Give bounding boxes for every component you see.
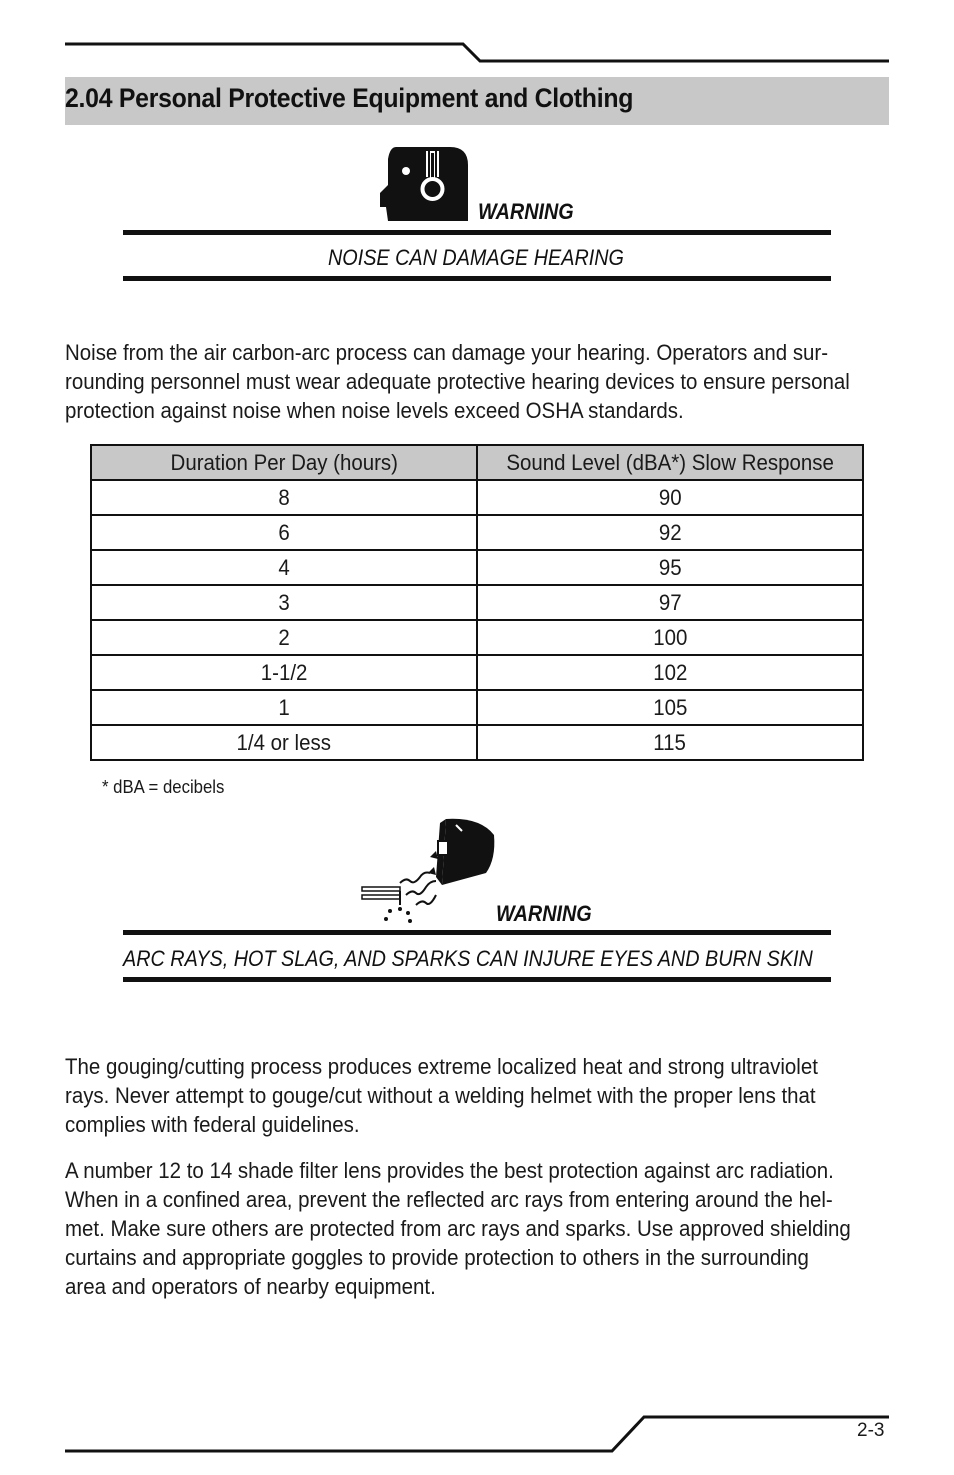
sound-level-cell: 92 [477,515,863,550]
duration-cell: 4 [91,550,477,585]
sound-level-cell: 97 [477,585,863,620]
hearing-protection-icon [378,145,472,223]
warning-label-arc: WARNING [496,901,592,926]
warning-divider-top [123,230,831,235]
paragraph-line: complies with federal guidelines. [65,1112,360,1137]
table-row [91,480,863,515]
sound-level-cell: 105 [477,690,863,725]
noise-paragraph [65,338,856,425]
section-title: 2.04 Personal Protective Equipment and Clothing [65,83,634,113]
duration-cell: 3 [91,585,477,620]
warning-divider-bottom [123,977,831,982]
page-number: 2-3 [857,1420,885,1441]
paragraph-line: protection against noise when noise levels exceed OSHA standards. [65,398,684,423]
table-row [91,620,863,655]
footer-rule [0,1400,954,1460]
warning-text-arc: ARC RAYS, HOT SLAG, AND SPARKS CAN INJURE EYES AND BURN SKIN [123,946,813,971]
column-header-duration: Duration Per Day (hours) [91,445,477,480]
table-row [91,550,863,585]
sound-level-cell: 100 [477,620,863,655]
paragraph-line: met. Make sure others are protected from arc rays and sparks. Use approved shielding [65,1216,851,1241]
duration-cell: 1/4 or less [91,725,477,760]
duration-cell: 1-1/2 [91,655,477,690]
duration-cell: 6 [91,515,477,550]
warning-text-noise: NOISE CAN DAMAGE HEARING [328,245,624,270]
paragraph-line: curtains and appropriate goggles to provide protection to others in the surrounding [65,1245,809,1270]
table-row [91,515,863,550]
table-row [91,725,863,760]
sound-level-cell: 102 [477,655,863,690]
duration-cell: 1 [91,690,477,725]
duration-cell: 8 [91,480,477,515]
duration-cell: 2 [91,620,477,655]
warning-label-noise: WARNING [478,199,574,224]
sound-level-cell: 95 [477,550,863,585]
noise-exposure-table [90,444,864,761]
paragraph-line: Noise from the air carbon-arc process can damage your hearing. Operators and sur- [65,340,829,365]
table-row [91,655,863,690]
paragraph-line: When in a confined area, prevent the reflected arc rays from entering around the hel- [65,1187,833,1212]
table-row [91,690,863,725]
section-header [65,77,889,125]
paragraph-line: rounding personnel must wear adequate protective hearing devices to ensure personal [65,369,850,394]
welding-helmet-arc-icon [360,815,500,925]
arc-paragraph-2 [65,1156,856,1301]
table-row [91,585,863,620]
paragraph-line: A number 12 to 14 shade filter lens provides the best protection against arc radiation. [65,1158,834,1183]
table-footnote: * dBA = decibels [102,777,225,797]
sound-level-cell: 90 [477,480,863,515]
table-header-row [91,445,863,480]
paragraph-line: area and operators of nearby equipment. [65,1274,436,1299]
paragraph-line: rays. Never attempt to gouge/cut without a welding helmet with the proper lens that [65,1083,816,1108]
warning-divider-top [123,930,831,935]
arc-paragraph-1 [65,1052,856,1139]
paragraph-line: The gouging/cutting process produces extreme localized heat and strong ultraviolet [65,1054,818,1079]
sound-level-cell: 115 [477,725,863,760]
header-rule [0,0,954,70]
column-header-sound-level: Sound Level (dBA*) Slow Response [477,445,863,480]
warning-divider-bottom [123,276,831,281]
